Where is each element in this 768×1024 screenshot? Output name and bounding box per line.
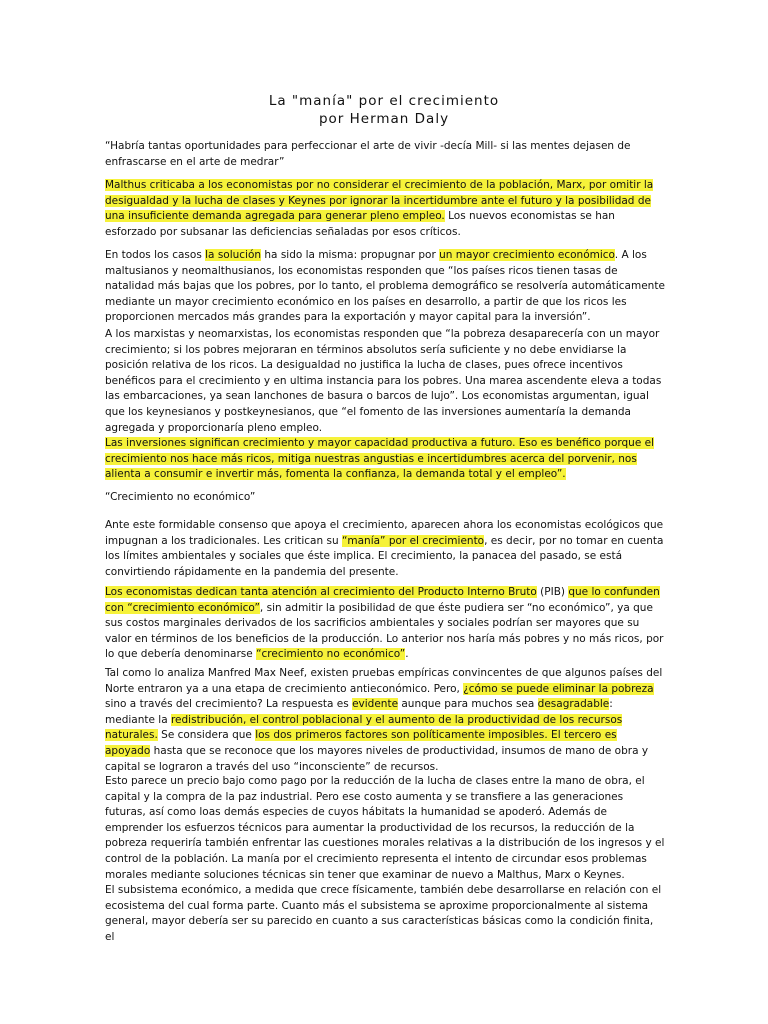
highlighted-text: la solución: [205, 249, 262, 261]
paragraph: [105, 518, 665, 580]
text-run: A los marxistas y neomarxistas, los economistas responden que “la pobreza desaparecería con un mayor crecimiento; si los pobres mejoraran en términos absolutos sería suficiente y no debe envidiarse la posición relativa de los ricos. La desigualdad no justifica la lucha de clases, pues ofrece incentivos benéficos para el crecimiento y en ultima instancia para los pobres. Una marea ascendente eleva a todas las embarcaciones, ya sean lanchones de basura o barcos de lujo”. Los economistas argumentan, igual que los keynesianos y postkeynesianos, que “el fomento de las inversiones aumentaría la demanda agregada y proporcionaría pleno empleo.: [105, 328, 662, 434]
text-run: Se considera que: [157, 729, 256, 742]
paragraph: [105, 883, 665, 945]
paragraph: [105, 585, 665, 663]
text-run: , es decir, por no tomar en cuenta los límites ambientales y sociales que éste implica. El crecimiento, la panacea del pasado, se está convirtiendo rápidamente en la pandemia del presente.: [105, 534, 664, 578]
paragraph: [105, 248, 665, 326]
paragraph: [105, 139, 665, 170]
text-run: Ante este formidable consenso que apoya el crecimiento, aparecen ahora los economistas ecológicos que impugnan a los tradicionales. Les critican su: [105, 519, 664, 547]
highlighted-text: Malthus criticaba a los economistas por no considerar el crecimiento de la población, Marx, por omitir la desigualdad y la lucha de clases y Keynes por ignorar la incertidumbre ante el futuro y la posibilidad de una insuficiente demanda agregada para generar pleno empleo.: [105, 179, 654, 223]
highlighted-text: los dos primeros factores son políticamente imposibles. El tercero es apoyado: [105, 729, 617, 757]
text-run: Tal como lo analiza Manfred Max Neef, existen pruebas empíricas convincentes de que algunos países del Norte entraron ya a una etapa de crecimiento antieconómico. Pero,: [105, 667, 663, 695]
paragraph: [105, 774, 665, 883]
paragraph: [105, 327, 665, 436]
paragraph: [105, 436, 665, 483]
highlighted-text: “crecimiento no económico”: [256, 648, 406, 661]
paragraph: [105, 666, 665, 775]
text-run: Los nuevos economistas se han esforzado por subsanar las deficiencias señaladas por esos críticos.: [105, 210, 615, 238]
text-run: (PIB): [536, 586, 569, 598]
text-run: En todos los casos: [105, 249, 206, 261]
text-run: aunque para muchos sea: [398, 698, 538, 711]
text-run: sino a través del crecimiento? La respuesta es: [105, 698, 353, 711]
text-run: “Habría tantas oportunidades para perfeccionar el arte de vivir -decía Mill- si las mentes dejasen de enfrascarse en el arte de medrar”: [105, 140, 631, 168]
highlighted-text: redistribución, el control poblacional y el aumento de la productividad de los recursos naturales.: [105, 713, 623, 742]
highlighted-text: un mayor crecimiento económico: [439, 249, 615, 261]
text-run: . A los maltusianos y neomalthusianos, los economistas responden que “los países ricos tienen tasas de natalidad más bajas que los pobres, por lo tanto, el problema demográfico se resolvería automáticamente mediante un mayor crecimiento económico en los países en desarrollo, a partir de que los ricos les proporcionen mercados más grandes para la exportación y mayor capital para la inversión”.: [105, 249, 665, 324]
highlighted-text: ¿cómo se puede eliminar la pobreza: [463, 682, 654, 695]
text-run: : mediante la: [105, 698, 613, 726]
paragraph: [105, 490, 665, 506]
text-run: ha sido la misma: propugnar por: [261, 249, 440, 261]
highlighted-text: que lo confunden con “crecimiento económico”: [105, 586, 660, 614]
text-run: , sin admitir la posibilidad de que éste pudiera ser “no económico”, ya que sus costos marginales derivados de los sacrificios ambientales y sociales podrían ser mayores que su valor en términos de los beneficios de la producción. Lo anterior nos haría más pobres y no más ricos, por lo que debería denominarse: [105, 601, 664, 661]
highlighted-text: “manía” por el crecimiento: [341, 534, 485, 547]
text-run: “Crecimiento no económico”: [105, 491, 256, 503]
highlighted-text: Los economistas dedican tanta atención al crecimiento del Producto Interno Bruto: [105, 586, 537, 598]
document-title: La "manía" por el crecimiento: [268, 93, 500, 109]
highlighted-text: desagradable: [537, 698, 610, 711]
text-run: hasta que se reconoce que los mayores niveles de productividad, insumos de mano de obra y capital se lograron a través del uso “inconsciente” de recursos.: [105, 744, 649, 773]
highlighted-text: evidente: [352, 698, 399, 711]
text-run: Esto parece un precio bajo como pago por la reducción de la lucha de clases entre la mano de obra, el capital y la compra de la paz industrial. Pero ese costo aumenta y se transfiere a las generaciones futuras, así como loas demás especies de cuyos hábitats la humanidad se apoderó. Además de emprender los esfuerzos técnicos para aumentar la productividad de los recursos, la reducción de la pobreza requeriría también enfrentar las cuestiones morales relativas a la distribución de los ingresos y el control de la población. La manía por el crecimiento representa el intento de circundar esos problemas morales mediante soluciones técnicas sin tener que examinar de nuevo a Malthus, Marx o Keynes.: [105, 775, 665, 881]
paragraph: [105, 178, 665, 240]
text-run: .: [405, 648, 409, 661]
highlighted-text: Las inversiones significan crecimiento y mayor capacidad productiva a futuro. Eso es benéfico porque el crecimiento nos hace más ricos, mitiga nuestras angustias e incertidumbres acerca del porvenir, nos alienta a consumir e invertir más, fomenta la confianza, la demanda total y el empleo”.: [105, 437, 655, 481]
text-run: El subsistema económico, a medida que crece físicamente, también debe desarrollarse en relación con el ecosistema del cual forma parte. Cuanto más el subsistema se aproxime proporcionalmente al sistema general, mayor debería ser su parecido en cuanto a sus características básicas como la condición finita, el: [105, 884, 662, 943]
document-author: por Herman Daly: [318, 111, 450, 127]
